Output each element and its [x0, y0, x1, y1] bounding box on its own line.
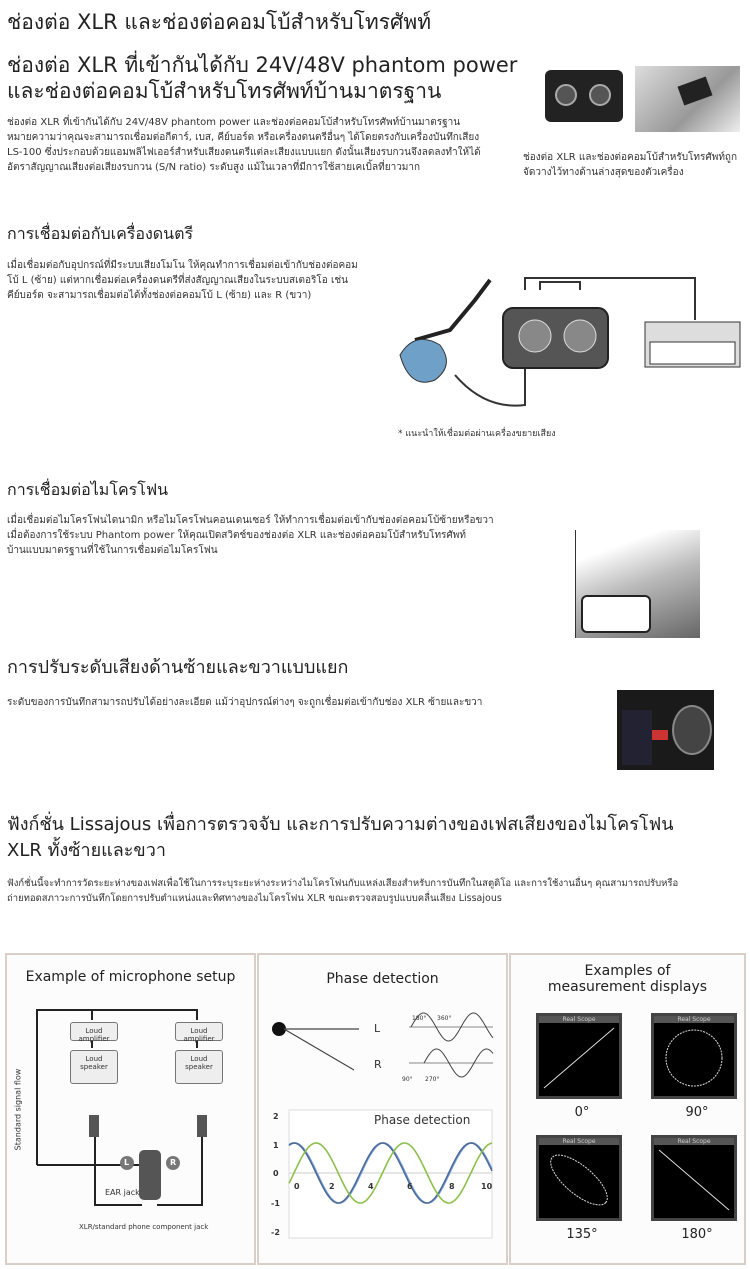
text-line: ช่องต่อ XLR และช่องต่อคอมโบ้สำหรับโทรศัพท์ถูก — [523, 152, 738, 163]
text-line: หมายความว่าคุณจะสามารถเชื่อมต่อกีตาร์, เบส, คีย์บอร์ด หรือเครื่องดนตรีอื่นๆ ได้โดยตรงกับเครื่องบันทึกเสียง — [7, 132, 480, 143]
scope-90 — [651, 1013, 737, 1099]
text-line: Examples of — [584, 963, 671, 979]
text-line: เมื่อเชื่อมต่อไมโครโฟนไดนามิก หรือไมโครโฟนคอนเดนเซอร์ ให้ทำการเชื่อมต่อเข้ากับช่องต่อคอมโบ้ซ้ายหรือขวา — [7, 515, 494, 526]
text-line: โบ้ L (ซ้าย) แต่หากเชื่อมต่อเครื่องดนตรีที่ส่งสัญญาณเสียงในระบบสเตอริโอ เช่น — [7, 275, 348, 286]
lissajous-heading — [7, 812, 747, 864]
signal-flow-label: Standard signal flow — [13, 1068, 23, 1151]
x-tick: 8 — [449, 1182, 455, 1191]
right-badge: R — [170, 1158, 177, 1167]
label-180: 180° — [412, 1015, 427, 1022]
scope-0 — [536, 1013, 622, 1099]
left-channel-label: L — [374, 1022, 381, 1035]
text-line: ฟังก์ชั่นนี้จะทำการวัดระยะห่างของเฟสเพื่อใช้ในการระบุระยะห่างระหว่างไมโครโฟนกับแหล่งเสียงสำหรับการบันทึกในสตูดิโอ และการใช้งานอื่นๆ คุณสามารถปรับหรือ — [7, 878, 679, 889]
text-line: XLR ทั้งซ้ายและขวา — [7, 840, 166, 861]
text-line: ช่องต่อ XLR ที่เข้ากันได้กับ 24V/48V phantom power และช่องต่อคอมโบ้สำหรับโทรศัพท์บ้านมาตรฐาน — [7, 117, 461, 128]
label-90: 90° — [402, 1076, 413, 1083]
phase-diagram — [259, 955, 506, 1263]
chart-title: Phase detection — [374, 1113, 471, 1127]
intro-caption — [523, 150, 737, 180]
left-badge: L — [124, 1158, 130, 1167]
text-line: จัดวางไว้ทางด้านล่างสุดของตัวเครื่อง — [523, 167, 684, 178]
x-tick: 6 — [407, 1182, 413, 1191]
text-line: measurement displays — [547, 979, 708, 995]
text-line: ถ่ายทอดสภาวะการบันทึกโดยการปรับตำแหน่งและทิศทางของไมโครโฟน XLR ขณะตรวจสอบรูปแบบคลื่นเสียง Lissajous — [7, 893, 502, 904]
microphone-paragraph — [7, 513, 494, 558]
angle-label: 90° — [685, 1105, 709, 1120]
mic-setup-figure — [5, 953, 256, 1265]
x-tick: 4 — [368, 1182, 374, 1191]
figure-title: Example of microphone setup — [25, 969, 236, 985]
instrument-diagram — [395, 270, 745, 420]
text-line: คีย์บอร์ด จะสามารถเชื่อมต่อได้ทั้งช่องต่อคอมโบ้ L (ซ้าย) และ R (ขวา) — [7, 290, 312, 301]
intro-paragraph — [7, 115, 527, 175]
label-270: 270° — [425, 1076, 440, 1083]
figure-title: Phase detection — [326, 971, 439, 987]
y-tick: 2 — [273, 1112, 279, 1121]
instrument-note: * แนะนำให้เชื่อมต่อผ่านเครื่องขยายเสียง — [398, 429, 556, 439]
loud-speaker-box: Loud speaker — [175, 1050, 223, 1084]
instrument-heading: การเชื่อมต่อกับเครื่องดนตรี — [7, 224, 194, 243]
text-line: บ้านแบบมาตรฐานที่ใช้ในการเชื่อมต่อไมโครโฟน — [7, 545, 218, 556]
measurement-displays-figure — [509, 953, 746, 1265]
text-line: ฟังก์ชั่น Lissajous เพื่อการตรวจจับ และการปรับความต่างของเฟสเสียงของไมโครโฟน — [7, 814, 674, 835]
angle-label: 135° — [566, 1227, 598, 1242]
loud-speaker-box: Loud speaker — [70, 1050, 118, 1084]
phantom-switch-image — [575, 530, 700, 638]
angle-label: 0° — [574, 1105, 590, 1120]
x-tick: 10 — [481, 1182, 493, 1191]
levels-paragraph: ระดับของการบันทึกสามารถปรับได้อย่างละเอียด แม้ว่าอุปกรณ์ต่างๆ จะถูกเชื่อมต่อเข้ากับช่อง XLR ซ้ายและขวา — [7, 697, 483, 708]
y-tick: -1 — [271, 1199, 280, 1208]
instrument-paragraph — [7, 258, 358, 303]
lissajous-paragraph — [7, 876, 678, 906]
scope-label: Real Scope — [539, 1016, 619, 1023]
label-360: 360° — [437, 1015, 452, 1022]
levels-heading: การปรับระดับเสียงด้านซ้ายและขวาแบบแยก — [7, 657, 349, 678]
text-line: เมื่อเชื่อมต่อกับอุปกรณ์ที่มีระบบเสียงโมโน ให้คุณทำการเชื่อมต่อเข้ากับช่องต่อคอม — [7, 260, 358, 271]
ear-jack-label: EAR jack — [105, 1188, 140, 1197]
figure-title — [511, 963, 744, 995]
y-tick: 1 — [273, 1141, 279, 1150]
text-line: LS-100 ซึ่งประกอบด้วยแอมพลิไฟเออร์สำหรับเสียงดนตรีแต่ละเสียงแบบแยก ดังนั้นเสียงรบกวนจึงลดลงทำให้ได้ — [7, 147, 481, 158]
x-tick: 2 — [329, 1182, 335, 1191]
x-tick: 0 — [294, 1182, 300, 1191]
angle-label: 180° — [681, 1227, 713, 1242]
phase-detection-figure — [257, 953, 508, 1265]
text-line: เมื่อต้องการใช้ระบบ Phantom power ให้คุณเปิดสวิตช์ของช่องต่อ XLR และช่องต่อคอมโบ้สำหรับโทรศัพท์ — [7, 530, 466, 541]
scope-label: Real Scope — [654, 1138, 734, 1145]
level-control-image — [617, 690, 714, 770]
loud-amplifier-box: Loud amplifier — [175, 1022, 223, 1041]
setup-wiring — [7, 955, 254, 1263]
microphone-heading: การเชื่อมต่อไมโครโฟน — [7, 480, 169, 499]
connector-image — [545, 70, 623, 122]
cable-photo — [635, 66, 740, 132]
intro-heading: ช่องต่อ XLR ที่เข้ากันได้กับ 24V/48V phantom power และช่องต่อคอมโบ้สำหรับโทรศัพท์บ้านมาตรฐาน — [7, 53, 518, 103]
scope-label: Real Scope — [654, 1016, 734, 1023]
page-title: ช่องต่อ XLR และช่องต่อคอมโบ้สำหรับโทรศัพท์ — [7, 10, 432, 34]
scope-180 — [651, 1135, 737, 1221]
text-line: อัตราสัญญาณเสียงต่อเสียงรบกวน (S/N ratio) ระดับสูง แม้ในเวลาที่มีการใช้สายเคเบิ้ลที่ยาวมาก — [7, 162, 421, 173]
scope-135 — [536, 1135, 622, 1221]
y-tick: 0 — [273, 1169, 279, 1178]
scope-label: Real Scope — [539, 1138, 619, 1145]
right-channel-label: R — [374, 1058, 382, 1071]
jack-label: XLR/standard phone component jack — [79, 1223, 209, 1231]
y-tick: -2 — [271, 1228, 280, 1237]
loud-amplifier-box: Loud amplifier — [70, 1022, 118, 1041]
